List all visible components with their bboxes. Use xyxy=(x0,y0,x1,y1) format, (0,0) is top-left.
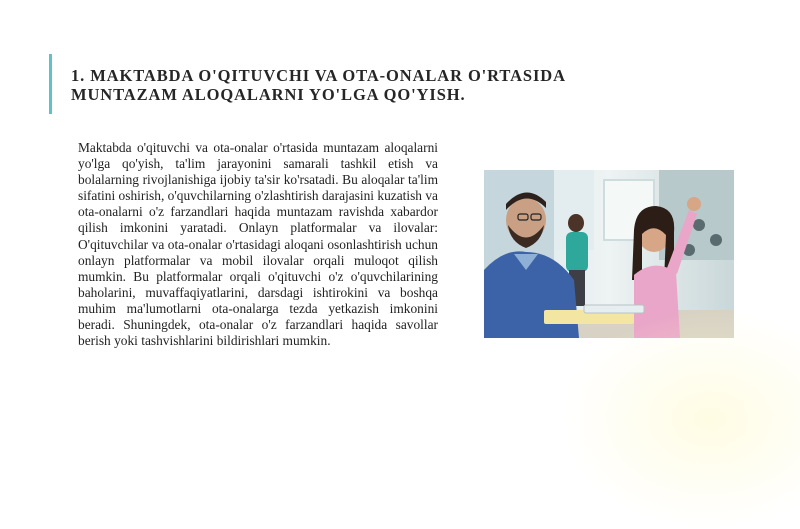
slide-title xyxy=(71,66,711,104)
slide-body-text: Maktabda o'qituvchi va ota-onalar o'rtasida muntazam aloqalarni yo'lga qo'yish, ta'lim jarayonini samarali tashkil etish va bolalarning rivojlanishiga ijobiy ta'sir ko'rsatadi. Bu aloqalar ta'lim sifatini oshirish, o'quvchilarning o'zlashtirish darajasini kuzatish va ota-onalarni o'z farzandlari haqida muntazam ravishda xabardor qilish imkonini yaratadi. Onlayn platformalar va ilovalar: O'qituvchilar va ota-onalar o'rtasidagi aloqani osonlashtirish uchun onlayn platformalar va mobil ilovalar orqali muloqot qilish mumkin. Bu platformalar orqali o'qituvchi o'z o'quvchilarining baholarini, muvaffaqiyatlarini, darsdagi ishtirokini va boshqa muhim ma'lumotlarni ota-onalarga tezda yetkazish imkonini beradi. Shuningdek, ota-onalar o'z farzandlari haqida savollar berish yoki tashvishlarini bildirishlari mumkin. xyxy=(78,140,438,349)
corner-glow-decoration xyxy=(560,309,800,529)
slide-title-line-1: 1. MAKTABDA O'QITUVCHI VA OTA-ONALAR O'RTASIDA xyxy=(71,66,566,85)
slide-title-line-2: MUNTAZAM ALOQALARNI YO'LGA QO'YISH. xyxy=(71,85,466,104)
title-accent-bar xyxy=(49,54,52,114)
